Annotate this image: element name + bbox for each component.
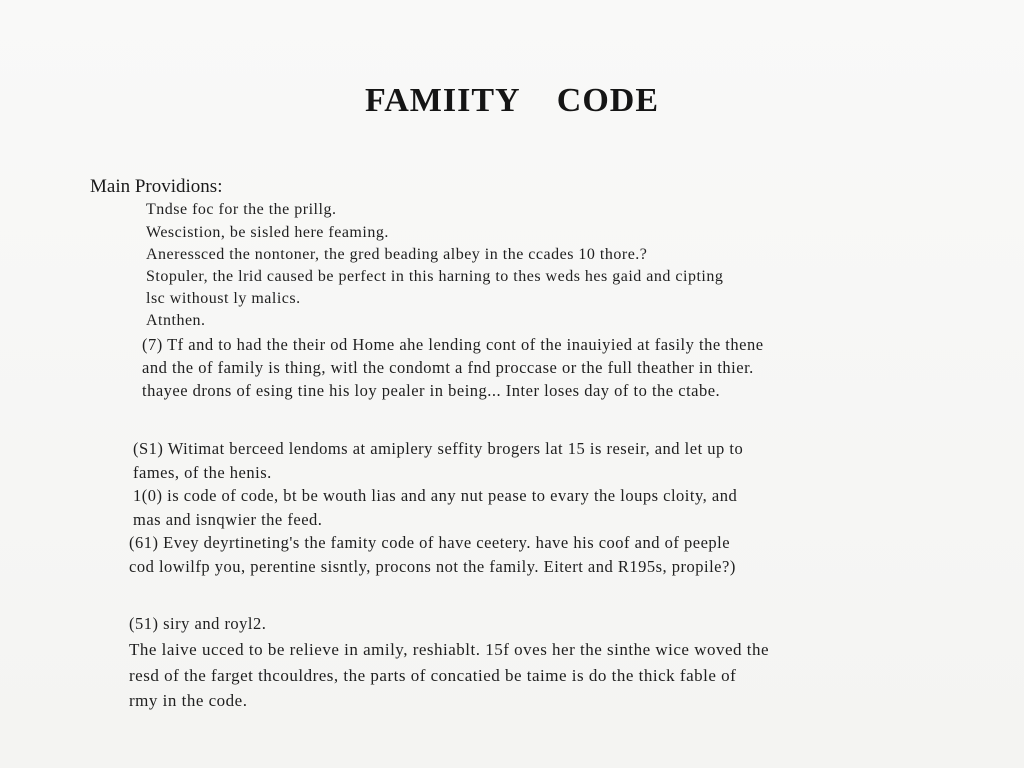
section-heading: Main Providions: — [90, 176, 223, 197]
text-line: (51) siry and royl2. — [129, 614, 267, 633]
document-title: FAMIITY CODE — [364, 82, 660, 119]
text-line: (7) Tf and to had the their od Home ahe lending cont of the inauiyied at fasily the thene — [142, 335, 764, 354]
text-line: cod lowilfp you, perentine sisntly, procons not the family. Eitert and R195s, propile?) — [129, 557, 736, 576]
text-line: 1(0) is code of code, bt be wouth lias and any nut pease to evary the loups cloity, and — [133, 486, 738, 505]
text-line: Aneressced the nontoner, the gred beading albey in the ccades 10 thore.? — [146, 246, 648, 263]
text-line: fames, of the henis. — [133, 463, 272, 482]
text-line: and the of family is thing, witl the condomt a fnd proccase or the full theather in thier. — [142, 358, 754, 377]
text-line: The laive ucced to be relieve in amily, reshiablt. 15f oves her the sinthe wice woved the — [129, 640, 770, 659]
text-line: Wescistion, be sisled here feaming. — [146, 224, 389, 241]
text-line: thayee drons of esing tine his loy pealer in being... Inter loses day of to the ctabe. — [142, 381, 721, 400]
text-line: mas and isnqwier the feed. — [133, 510, 323, 529]
text-line: resd of the farget thcouldres, the parts of concatied be taime is do the thick fable of — [129, 666, 737, 685]
text-line: lsc withoust ly malics. — [146, 290, 301, 307]
text-line: Tndse foc for the the prillg. — [146, 201, 337, 218]
text-line: Stopuler, the lrid caused be perfect in this harning to thes weds hes gaid and cipting — [146, 268, 724, 285]
text-line: (61) Evey deyrtineting's the famity code of have ceetery. have his coof and of peeple — [129, 533, 731, 552]
text-line: rmy in the code. — [129, 691, 248, 710]
text-line: Atnthen. — [146, 312, 206, 329]
text-line: (S1) Witimat berceed lendoms at amiplery seffity brogers lat 15 is reseir, and let up to — [133, 439, 744, 458]
